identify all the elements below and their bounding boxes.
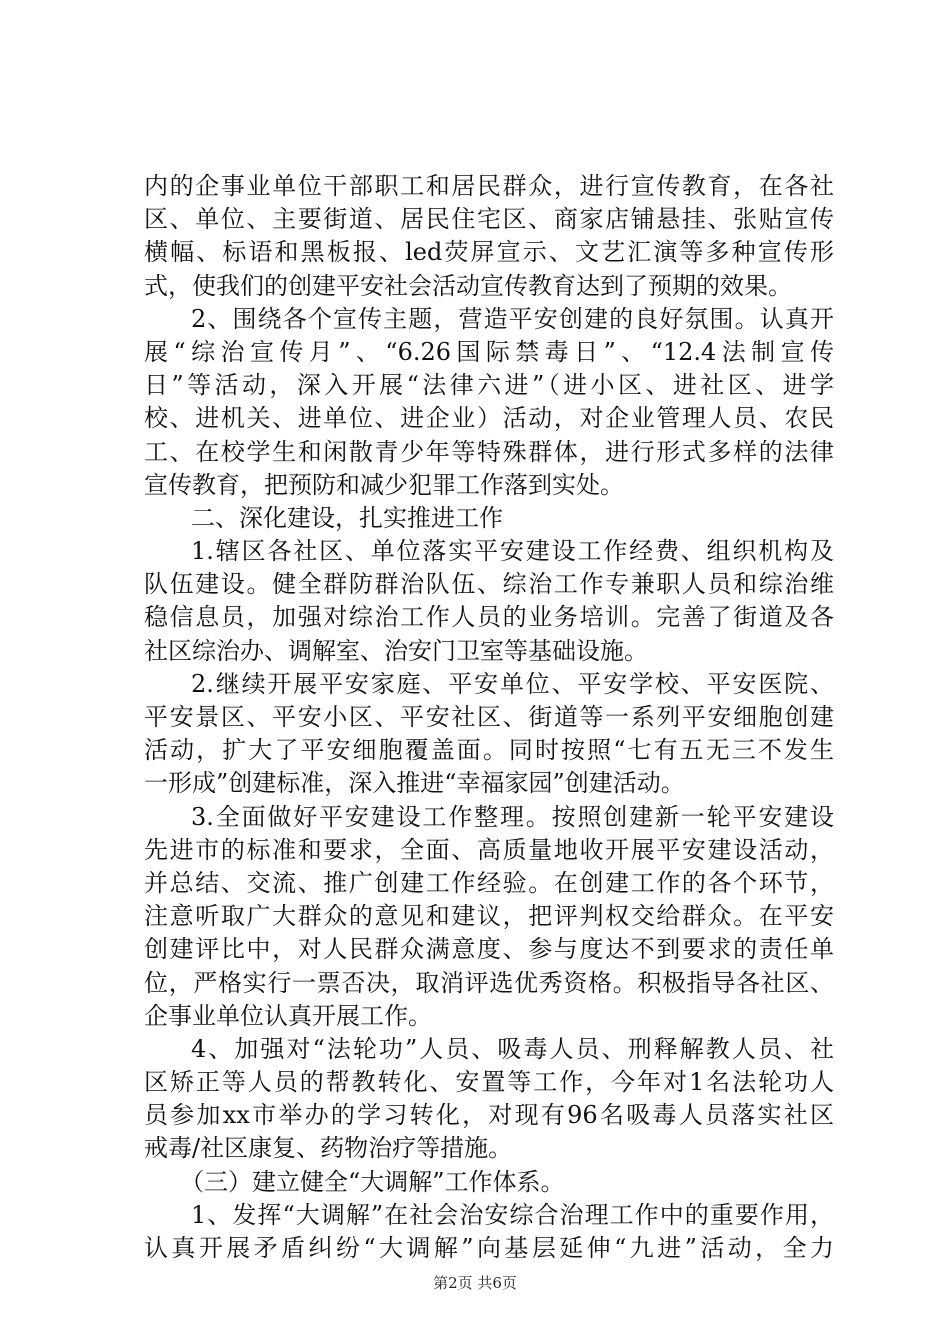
- text-line: 二、深化建设，扎实推进工作: [191, 503, 503, 532]
- document-body: [144, 170, 834, 1265]
- text-line: （三）建立健全“大调解”工作体系。: [180, 1167, 565, 1196]
- text-line: 员参加xx市举办的学习转化，对现有96名吸毒人员落实社区: [144, 1101, 834, 1130]
- text-line: 2、围绕各个宣传主题，营造平安创建的良好氛围。认真开: [191, 304, 834, 333]
- text-line: 3.全面做好平安建设工作整理。按照创建新一轮平安建设: [191, 802, 834, 831]
- text-line: 戒毒/社区康复、药物治疗等措施。: [144, 1134, 513, 1163]
- text-line: 日”等活动，深入开展“法律六进”（进小区、进社区、进学: [144, 371, 834, 400]
- text-line: 宣传教育，把预防和减少犯罪工作落到实处。: [144, 470, 624, 499]
- text-line: 区矫正等人员的帮教转化、安置等工作，今年对1名法轮功人: [144, 1068, 834, 1097]
- text-line: 社区综治办、调解室、治安门卫室等基础设施。: [144, 636, 648, 665]
- text-line: 一形成”创建标准，深入推进“幸福家园”创建活动。: [144, 769, 685, 798]
- text-line: 工、在校学生和闲散青少年等特殊群体，进行形式多样的法律: [144, 437, 834, 466]
- page-footer: 第2页 共6页: [433, 1274, 517, 1292]
- text-line: 活动，扩大了平安细胞覆盖面。同时按照“七有五无三不发生: [144, 736, 834, 765]
- text-line: 1.辖区各社区、单位落实平安建设工作经费、组织机构及: [191, 537, 834, 566]
- text-line: 内的企事业单位干部职工和居民群众，进行宣传教育，在各社: [144, 172, 834, 200]
- text-line: 平安景区、平安小区、平安社区、街道等一系列平安细胞创建: [144, 703, 834, 731]
- text-line: 4、加强对“法轮功”人员、吸毒人员、刑释解教人员、社: [191, 1034, 834, 1063]
- text-line: 式，使我们的创建平安社会活动宣传教育达到了预期的效果。: [144, 271, 792, 300]
- text-line: 队伍建设。健全群防群治队伍、综治工作专兼职人员和综治维: [144, 570, 834, 599]
- text-line: 展“综治宣传月”、“6.26国际禁毒日”、“12.4法制宣传: [144, 337, 834, 366]
- text-line: 并总结、交流、推广创建工作经验。在创建工作的各个环节，: [144, 868, 834, 897]
- text-line: 注意听取广大群众的意见和建议，把评判权交给群众。在平安: [144, 902, 834, 931]
- text-line: 1、发挥“大调解”在社会治安综合治理工作中的重要作用，: [191, 1200, 834, 1229]
- text-line: 区、单位、主要街道、居民住宅区、商家店铺悬挂、张贴宣传: [144, 205, 834, 234]
- text-line: 横幅、标语和黑板报、led荧屏宣示、文艺汇演等多种宣传形: [144, 238, 834, 267]
- text-line: 企事业单位认真开展工作。: [144, 1001, 432, 1030]
- text-line: 校、进机关、进单位、进企业）活动，对企业管理人员、农民: [144, 404, 834, 433]
- text-line: 稳信息员，加强对综治工作人员的业务培训。完善了街道及各: [144, 603, 834, 632]
- text-line: 认真开展矛盾纠纷“大调解”向基层延伸“九进”活动，全力: [144, 1234, 834, 1262]
- text-line: 2.继续开展平安家庭、平安单位、平安学校、平安医院、: [191, 669, 834, 698]
- text-line: 先进市的标准和要求，全面、高质量地收开展平安建设活动，: [144, 835, 834, 864]
- text-line: 位，严格实行一票否决，取消评选优秀资格。积极指导各社区、: [144, 968, 834, 997]
- text-line: 创建评比中，对人民群众满意度、参与度达不到要求的责任单: [144, 935, 834, 964]
